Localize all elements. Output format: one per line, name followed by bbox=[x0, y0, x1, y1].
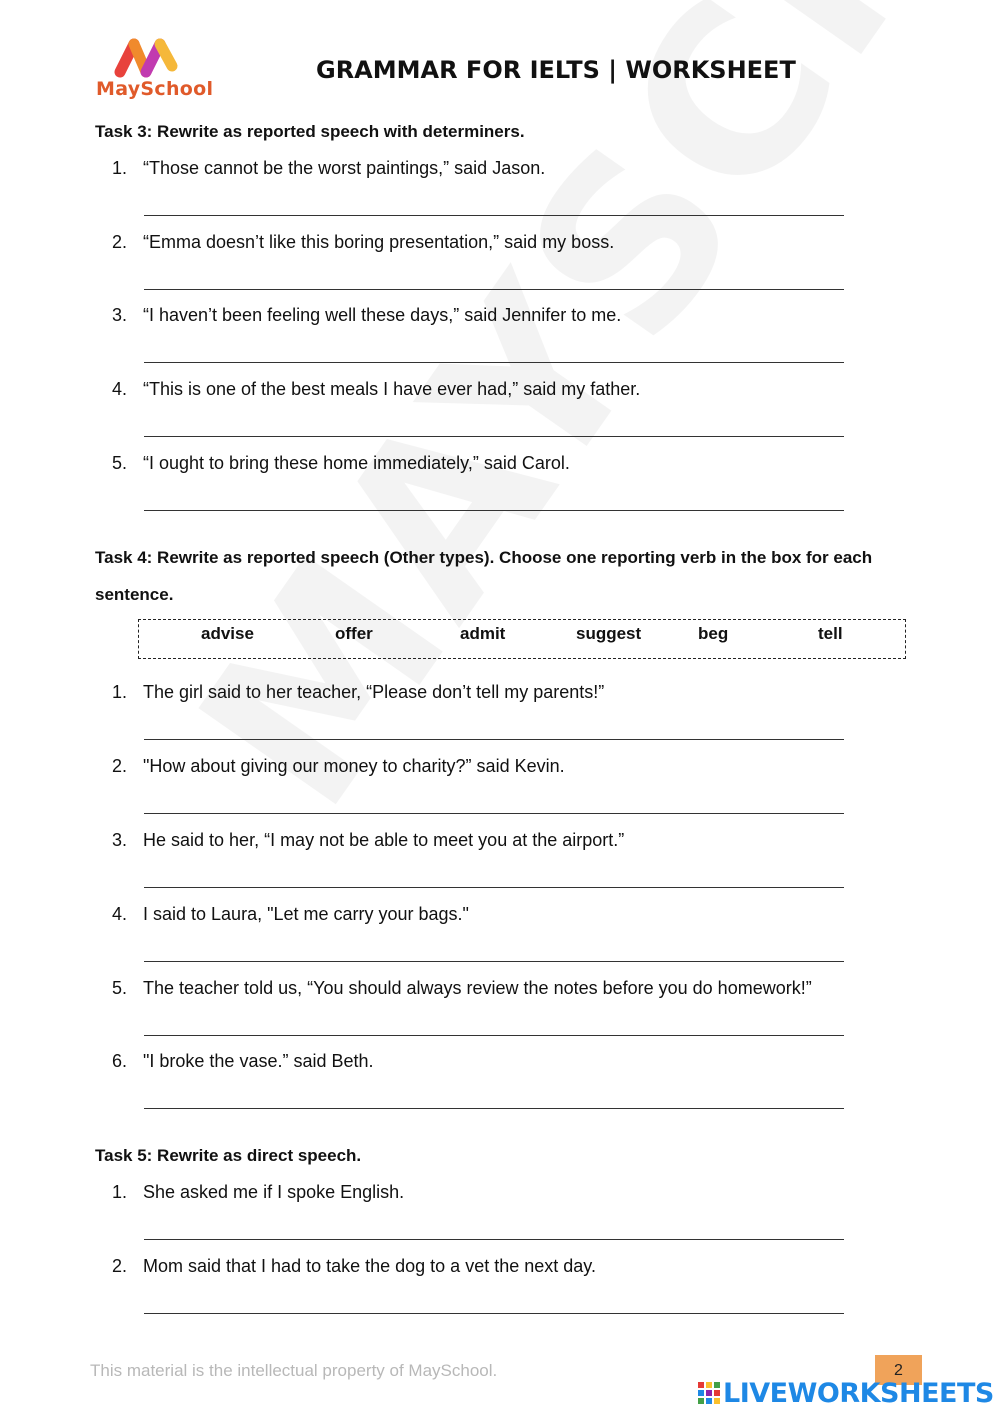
verb-beg: beg bbox=[698, 624, 729, 643]
question-text: "How about giving our money to charity?” said Kevin. bbox=[143, 756, 565, 776]
copyright-notice: This material is the intellectual property of MaySchool. bbox=[90, 1361, 498, 1380]
question-text: "I broke the vase.” said Beth. bbox=[143, 1051, 374, 1071]
verb-admit: admit bbox=[460, 624, 506, 643]
question-number: 5. bbox=[112, 978, 128, 998]
question-number: 1. bbox=[112, 1182, 128, 1202]
answer-line[interactable] bbox=[144, 961, 844, 962]
question-text: I said to Laura, "Let me carry your bags." bbox=[143, 904, 469, 924]
answer-line[interactable] bbox=[144, 739, 844, 740]
liveworksheets-brand[interactable] bbox=[698, 1375, 994, 1411]
question-number: 2. bbox=[112, 232, 128, 252]
verb-offer: offer bbox=[335, 624, 373, 643]
question-text: The teacher told us, “You should always review the notes before you do homework!” bbox=[143, 978, 812, 998]
answer-line[interactable] bbox=[144, 1108, 844, 1109]
question-number: 4. bbox=[112, 379, 128, 399]
answer-line[interactable] bbox=[144, 510, 844, 511]
question-number: 2. bbox=[112, 756, 128, 776]
task3-title: Task 3: Rewrite as reported speech with determiners. bbox=[95, 122, 525, 141]
question-number: 6. bbox=[112, 1051, 128, 1071]
task4-title-line2: sentence. bbox=[95, 585, 174, 604]
question-text: Mom said that I had to take the dog to a vet the next day. bbox=[143, 1256, 596, 1276]
answer-line[interactable] bbox=[144, 289, 844, 290]
answer-line[interactable] bbox=[144, 813, 844, 814]
question-number: 1. bbox=[112, 682, 128, 702]
question-number: 3. bbox=[112, 830, 128, 850]
question-number: 4. bbox=[112, 904, 128, 924]
task5-title: Task 5: Rewrite as direct speech. bbox=[95, 1146, 362, 1165]
question-number: 3. bbox=[112, 305, 128, 325]
answer-line[interactable] bbox=[144, 436, 844, 437]
answer-line[interactable] bbox=[144, 1313, 844, 1314]
question-number: 1. bbox=[112, 158, 128, 178]
question-text: She asked me if I spoke English. bbox=[143, 1182, 405, 1202]
liveworksheets-logo-icon bbox=[698, 1382, 720, 1404]
answer-line[interactable] bbox=[144, 1239, 844, 1240]
reporting-verb-box bbox=[138, 619, 906, 659]
answer-line[interactable] bbox=[144, 1035, 844, 1036]
verb-tell: tell bbox=[818, 624, 843, 643]
answer-line[interactable] bbox=[144, 362, 844, 363]
question-text: He said to her, “I may not be able to meet you at the airport.” bbox=[143, 830, 625, 850]
question-text: “I haven’t been feeling well these days,” said Jennifer to me. bbox=[143, 305, 622, 325]
logo-text: MaySchool bbox=[96, 78, 214, 100]
question-text: “I ought to bring these home immediately,” said Carol. bbox=[143, 453, 570, 473]
question-number: 2. bbox=[112, 1256, 128, 1276]
brand-text: LIVEWORKSHEETS bbox=[723, 1377, 994, 1409]
task4-title-line1: Task 4: Rewrite as reported speech (Other types). Choose one reporting verb in the box for each bbox=[95, 548, 873, 567]
question-text: “Emma doesn’t like this boring presentation,” said my boss. bbox=[143, 232, 615, 252]
page-number: 2 bbox=[875, 1355, 922, 1385]
question-text: “Those cannot be the worst paintings,” said Jason. bbox=[143, 158, 546, 178]
question-text: The girl said to her teacher, “Please don’t tell my parents!” bbox=[143, 682, 605, 702]
verb-suggest: suggest bbox=[576, 624, 642, 643]
answer-line[interactable] bbox=[144, 215, 844, 216]
question-text: “This is one of the best meals I have ever had,” said my father. bbox=[143, 379, 641, 399]
question-number: 5. bbox=[112, 453, 128, 473]
page-title: GRAMMAR FOR IELTS | WORKSHEET bbox=[316, 56, 796, 84]
verb-advise: advise bbox=[201, 624, 254, 643]
answer-line[interactable] bbox=[144, 887, 844, 888]
